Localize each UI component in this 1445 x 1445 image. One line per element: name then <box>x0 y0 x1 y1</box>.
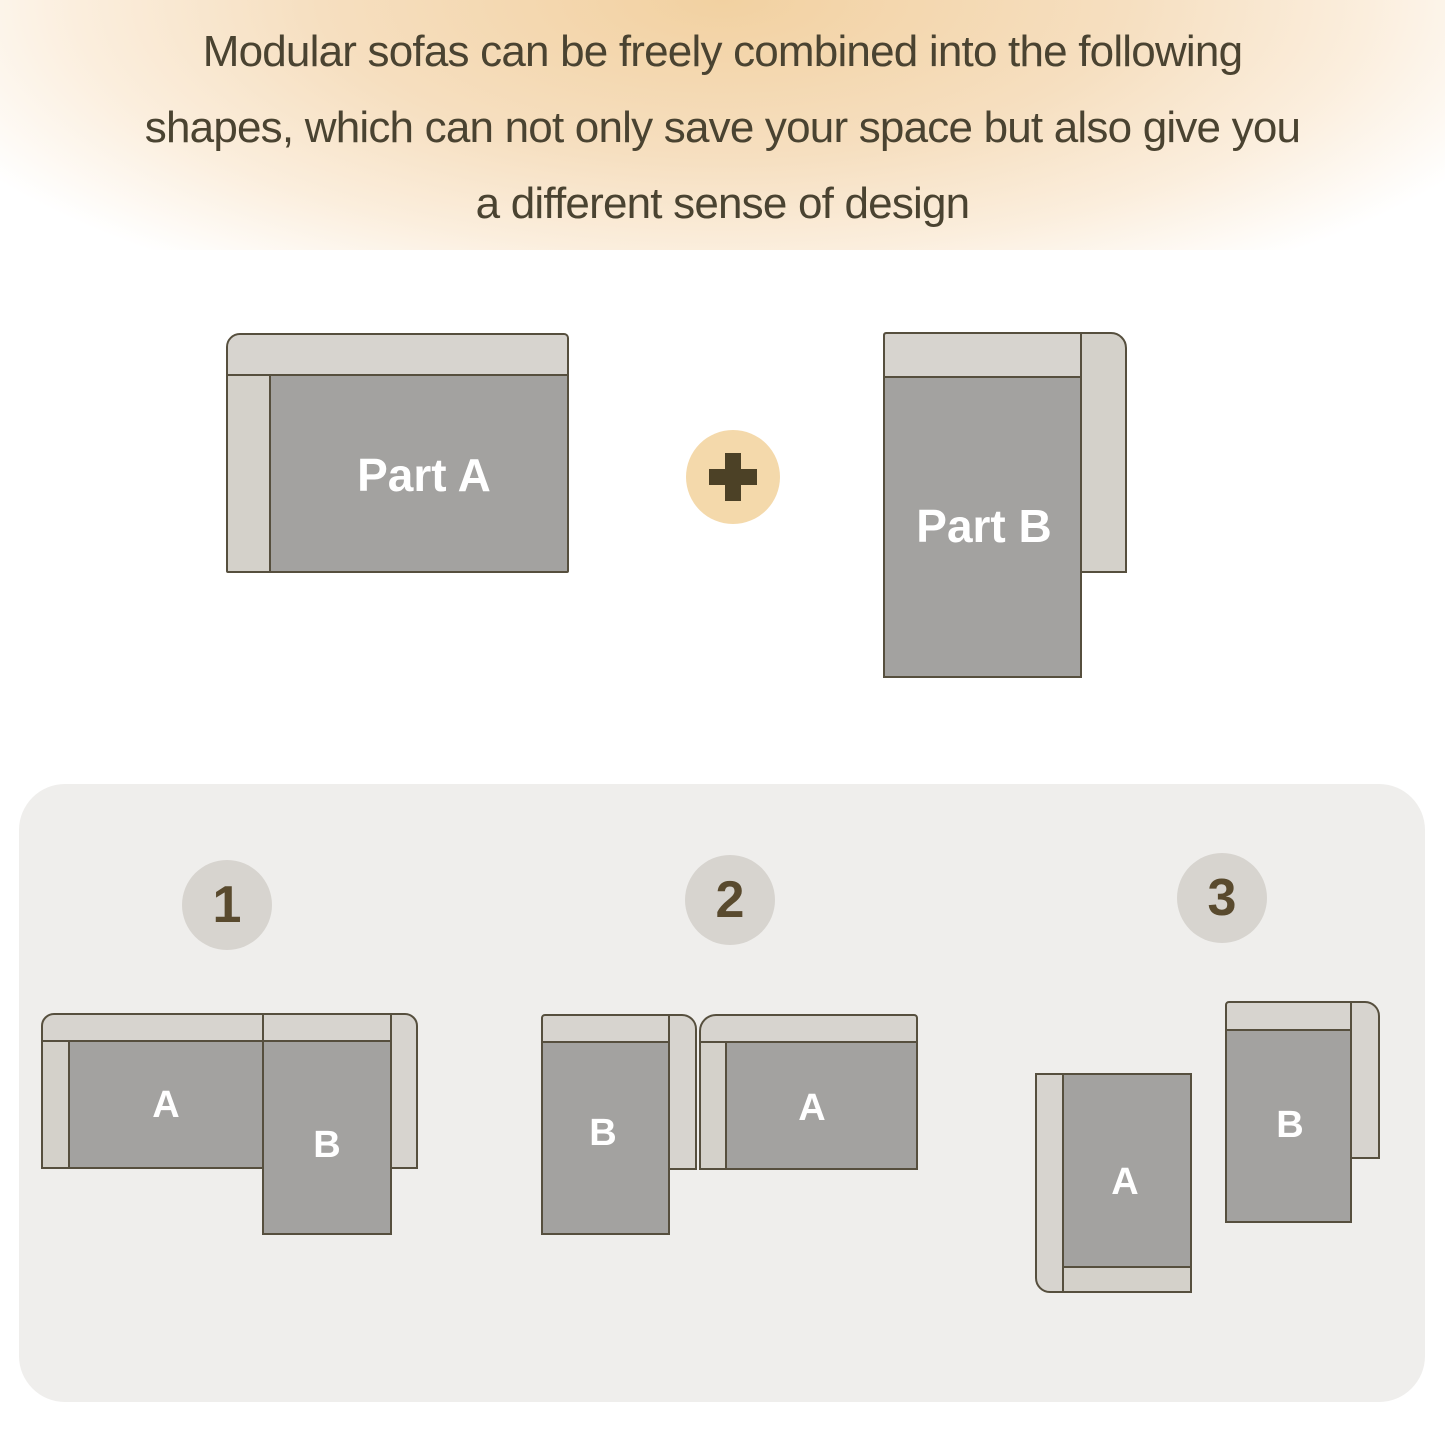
header-banner <box>0 0 1445 250</box>
title-line-2: shapes, which can not only save your space but also give you <box>144 103 1301 152</box>
config-1-label-a: A <box>152 1084 180 1126</box>
config-2-part-b-backrest <box>541 1014 670 1043</box>
config-3-part-b-armrest <box>1350 1001 1380 1159</box>
part-b-backrest <box>885 334 1080 378</box>
part-b-armrest <box>1080 332 1127 573</box>
config-3-part-b-backrest <box>1225 1001 1352 1031</box>
config-3-part-a-backrest <box>1035 1073 1064 1293</box>
part-a-label: Part A <box>357 449 491 501</box>
config-2-part-a-backrest <box>699 1014 918 1043</box>
part-b-label: Part B <box>916 500 1052 552</box>
title-line-1: Modular sofas can be freely combined into the following <box>202 27 1243 76</box>
config-3-part-a-armrest <box>1062 1266 1192 1293</box>
config-1-part-b-backrest <box>262 1013 392 1042</box>
config-1-label-b: B <box>313 1124 341 1166</box>
part-a-armrest <box>228 376 271 571</box>
config-2-label-b: B <box>589 1112 617 1154</box>
config-2-label-a: A <box>798 1087 826 1129</box>
config-1-right-armrest <box>390 1013 418 1169</box>
config-1-left-armrest <box>41 1040 70 1169</box>
plus-badge <box>686 430 780 524</box>
config-1-part-a-backrest <box>41 1013 264 1042</box>
config-1-number-badge: 1 <box>182 860 272 950</box>
configurations-panel <box>19 784 1425 1402</box>
plus-icon <box>709 453 757 501</box>
config-3-number-badge: 3 <box>1177 853 1267 943</box>
config-2-number-badge: 2 <box>685 855 775 945</box>
part-a-backrest <box>228 335 567 376</box>
part-a-diagram <box>226 333 569 573</box>
config-3-label-b: B <box>1276 1104 1304 1146</box>
config-3-label-a: A <box>1111 1161 1139 1203</box>
title-line-3: a different sense of design <box>475 179 970 228</box>
config-2-part-a-armrest <box>699 1041 727 1170</box>
config-2-part-b-armrest <box>668 1014 697 1170</box>
page-title <box>0 14 1445 242</box>
part-b-diagram <box>883 332 1082 678</box>
plus-bar-vertical <box>725 453 741 501</box>
